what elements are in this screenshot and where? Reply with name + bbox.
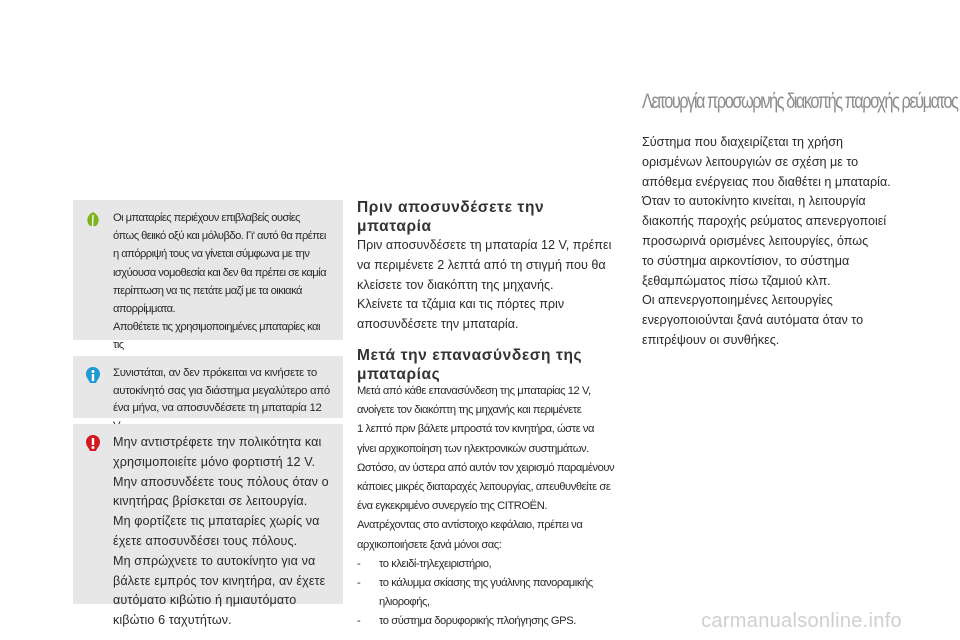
before-disconnect-heading: Πριν αποσυνδέσετε την μπαταρία — [357, 199, 545, 235]
note-line: ισχύουσα νομοθεσία και δεν θα πρέπει σε καμία — [113, 266, 327, 279]
note-line: χρησιμοποιείτε μόνο φορτιστή 12 V. — [113, 454, 316, 469]
note-line: βάλετε εμπρός τον κινητήρα, αν έχετε — [113, 573, 326, 588]
note-line: αυτόματο κιβώτιο ή ημιαυτόματο — [113, 593, 297, 608]
after-reconnect-text: Μετά από κάθε επανασύνδεση της μπαταρίας 12 V, ανοίγετε τον διακόπτη της μηχανής και περιμένετε 1 λεπτό πριν βάλετε μπροστά τον κινητήρα, ώστε να γίνει αρχικοποίηση των ηλεκτρονικών συστημάτων. Ωστόσο, αν ύστερα από αυτόν τον χειρισμό παραμένουν κάποιες μικρές διαταραχές λειτουργίας, απευθυνθείτε σε ένα εγκεκριμένο συνεργείο της CITROËN. Ανατρέχοντας στο αντίστοιχο κεφάλαιο, πρέπει να αρχικοποιήσετε ξανά μόνοι σας: - το κλειδί-τηλεχειριστήριο, - το κάλυμμα σκίασης της γυάλινης πανοραμικής ηλιοροφής, - το σύστημα δορυφορικής πλοήγησης GPS. — [357, 382, 632, 632]
list-item: - το κλειδί-τηλεχειριστήριο, — [357, 555, 632, 574]
note-line: όπως θειικό οξύ και μόλυβδο. Γι' αυτό θα πρέπει — [113, 230, 326, 243]
note-line: έχετε αποσυνδέσει τους πόλους. — [113, 533, 298, 548]
note-line: Συνιστάται, αν δεν πρόκειται να κινήσετε το — [113, 367, 317, 379]
before-disconnect-text: Πριν αποσυνδέσετε τη μπαταρία 12 V, πρέπει να περιμένετε 2 λεπτά από τη στιγμή που θα κλείσετε τον διακόπτη της μηχανής. Κλείνετε τα τζάμια και τις πόρτες πριν αποσυνδέσετε την μπαταρία. — [357, 238, 612, 332]
note-line: περίπτωση να τις πετάτε μαζί με τα οικιακά — [113, 284, 302, 297]
warning-icon — [83, 434, 103, 454]
note-line: Αποθέτετε τις χρησιμοποιημένες μπαταρίες και τις — [113, 321, 320, 352]
leaf-icon — [83, 210, 103, 230]
note-line: αυτοκίνητό σας για διάστημα μεγαλύτερο από — [113, 384, 330, 397]
note-line: Οι μπαταρίες περιέχουν επιβλαβείς ουσίες — [113, 212, 301, 224]
note-line: Μη σπρώχνετε το αυτοκίνητο για να — [113, 553, 316, 568]
info-note — [73, 356, 343, 418]
section-title: Λειτουργία προσωρινής διακοπής παροχής ρεύματος — [642, 90, 958, 113]
note-line: κιβώτιο 6 ταχυτήτων. — [113, 613, 232, 628]
note-line: Μην αντιστρέφετε την πολικότητα και — [113, 435, 322, 449]
warning-note — [73, 424, 343, 628]
list-item: - το σύστημα δορυφορικής πλοήγησης GPS. — [357, 612, 632, 631]
note-line: απορρίμματα. — [113, 303, 176, 316]
reinit-list — [357, 555, 632, 632]
info-icon — [83, 366, 103, 386]
after-reconnect-heading: Μετά την επανασύνδεση της μπαταρίας — [357, 347, 583, 383]
note-line: ένα μήνα, να αποσυνδέσετε τη μπαταρία 12 — [113, 402, 322, 414]
note-line: Μη φορτίζετε τις μπαταρίες χωρίς να — [113, 514, 320, 529]
note-line: κινητήρας βρίσκεται σε λειτουργία. — [113, 494, 308, 509]
watermark: carmanualsonline.info — [701, 610, 902, 632]
note-line: Μην αποσυνδέετε τους πόλους όταν ο — [113, 474, 329, 489]
power-cut-description: Σύστημα που διαχειρίζεται τη χρήση ορισμένων λειτουργιών σε σχέση με το απόθεμα ενέργειας που διαθέτει η μπαταρία. Όταν το αυτοκίνητο κινείται, η λειτουργία διακοπής παροχής ρεύματος απενεργοποιεί προσωρινά ορισμένες λειτουργίες, όπως το σύστημα αιρκοντίσιον, το σύστημα ξεθαμπώματος πίσω τζαμιού κλπ. Οι απενεργοποιημένες λειτουργίες ενεργοποιούνται ξανά αυτόματα όταν το επιτρέψουν οι συνθήκες. — [642, 135, 891, 347]
note-line: η απόρριψή τους να γίνεται σύμφωνα με την — [113, 248, 310, 261]
environment-note — [73, 200, 343, 352]
list-item: - το κάλυμμα σκίασης της γυάλινης πανοραμικής ηλιοροφής, — [357, 574, 632, 612]
